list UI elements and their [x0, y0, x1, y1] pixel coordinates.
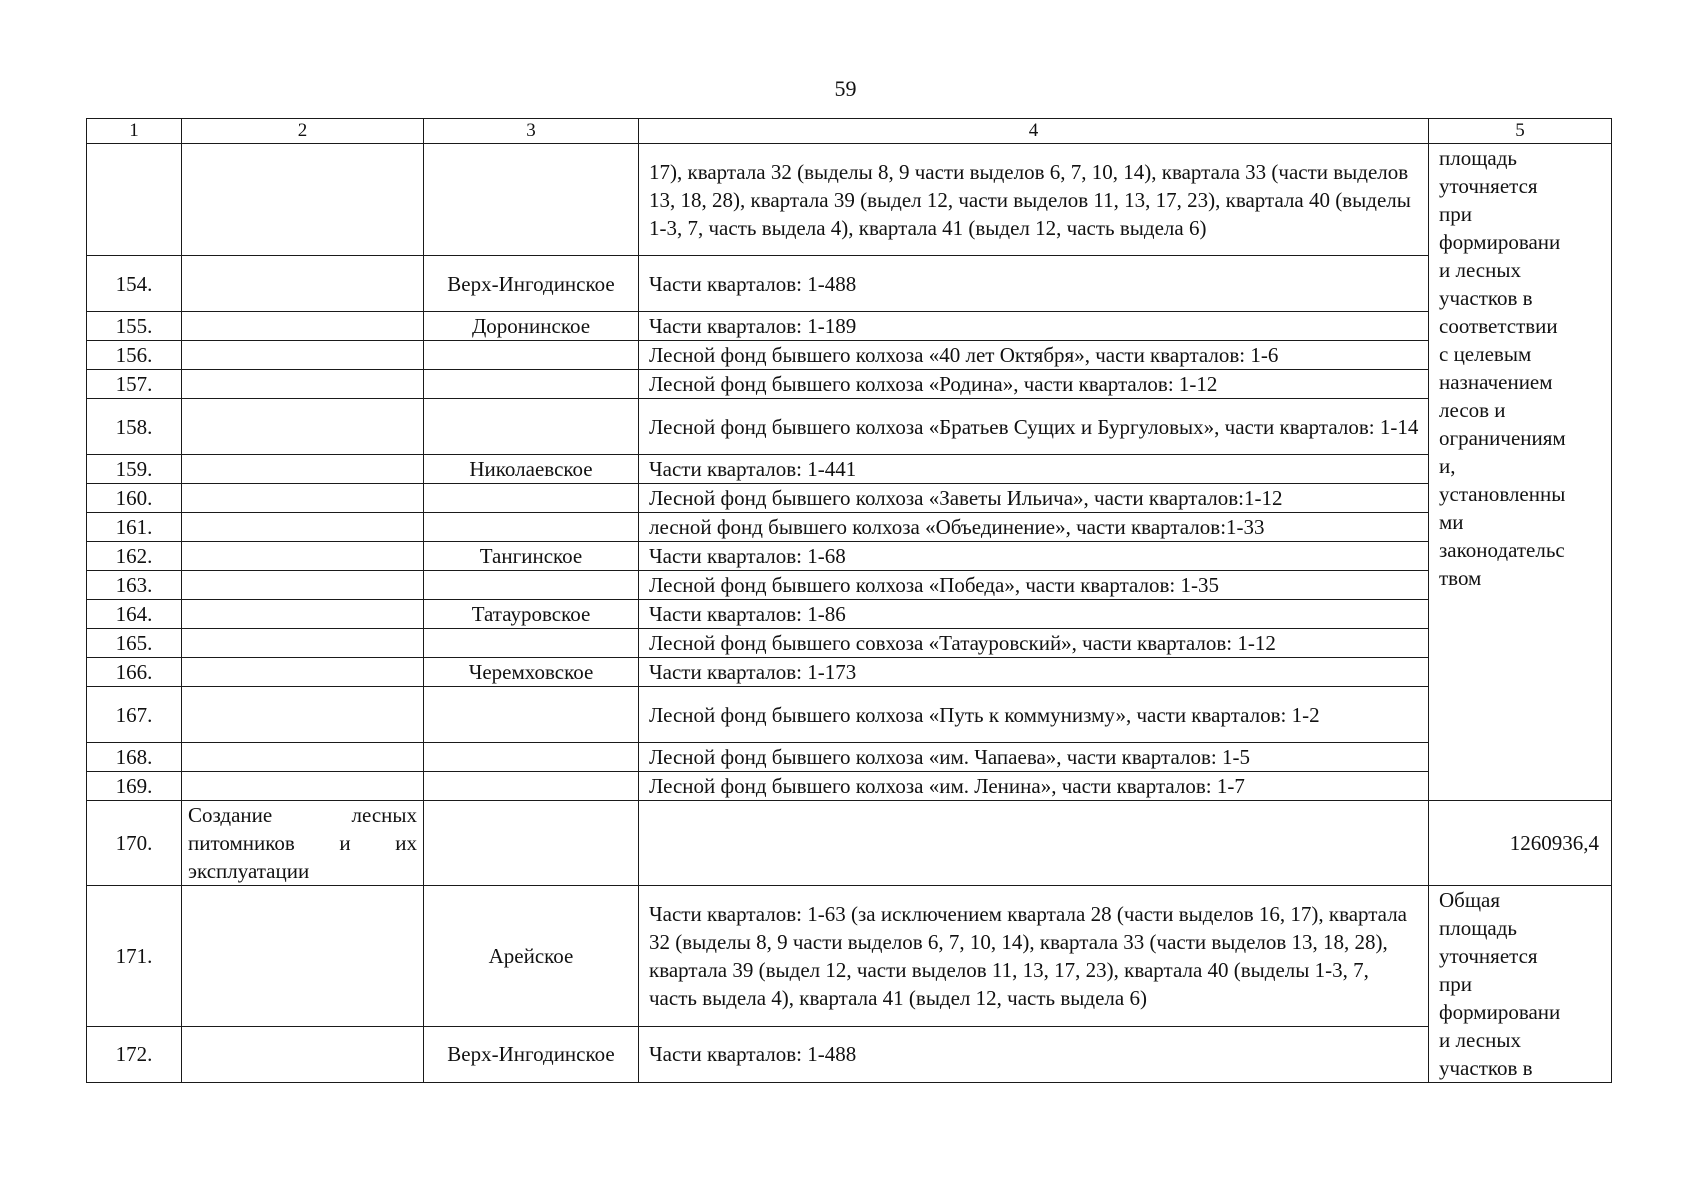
row-number-cell: 160. [87, 484, 182, 513]
activity-cell [182, 801, 424, 886]
forestry-cell: Верх-Ингодинское [424, 256, 639, 312]
row-number-cell [87, 144, 182, 256]
note-line: участков в [1439, 1056, 1533, 1080]
forestry-cell [424, 484, 639, 513]
note-line: участков в [1439, 286, 1533, 310]
activity-cell [182, 1026, 424, 1082]
note-line: соответствии [1439, 314, 1558, 338]
quarters-description-cell: Части кварталов: 1-488 [639, 256, 1429, 312]
forestry-cell: Тангинское [424, 542, 639, 571]
quarters-description-cell: Части кварталов: 1-68 [639, 542, 1429, 571]
activity-cell [182, 600, 424, 629]
table-row [87, 772, 1612, 801]
activity-cell [182, 629, 424, 658]
row-number-cell: 159. [87, 455, 182, 484]
activity-cell [182, 312, 424, 341]
note-line: ми [1439, 510, 1464, 534]
quarters-description-cell: Лесной фонд бывшего колхоза «им. Чапаева», части кварталов: 1-5 [639, 743, 1429, 772]
row-number-cell: 161. [87, 513, 182, 542]
activity-cell [182, 571, 424, 600]
row-number-cell: 163. [87, 571, 182, 600]
forestry-cell: Черемховское [424, 658, 639, 687]
row-number-cell: 166. [87, 658, 182, 687]
quarters-description-cell [639, 801, 1429, 886]
note-line: назначением [1439, 370, 1553, 394]
table-row [87, 341, 1612, 370]
activity-cell [182, 743, 424, 772]
table-row [87, 312, 1612, 341]
row-number-cell: 169. [87, 772, 182, 801]
quarters-description-cell: Лесной фонд бывшего колхоза «Заветы Ильича», части кварталов:1-12 [639, 484, 1429, 513]
note-line: твом [1439, 566, 1482, 590]
row-number-cell: 164. [87, 600, 182, 629]
row-number-cell: 157. [87, 370, 182, 399]
forestry-cell: Верх-Ингодинское [424, 1026, 639, 1082]
activity-line [188, 857, 417, 885]
activity-line [188, 829, 417, 857]
row-number-cell: 158. [87, 399, 182, 455]
row-number-cell: 170. [87, 801, 182, 886]
activity-cell [182, 484, 424, 513]
table-row [87, 801, 1612, 886]
page-number: 59 [834, 76, 857, 101]
area-note-cell [1429, 886, 1612, 1083]
note-line: при [1439, 972, 1472, 996]
quarters-description-cell: Лесной фонд бывшего колхоза «Родина», части кварталов: 1-12 [639, 370, 1429, 399]
total-area-cell: 1260936,4 [1429, 801, 1612, 886]
table-row [87, 484, 1612, 513]
table-row [87, 1026, 1612, 1082]
note-line: формировани [1439, 1000, 1561, 1024]
table-row [87, 513, 1612, 542]
activity-cell [182, 455, 424, 484]
activity-cell [182, 658, 424, 687]
forestry-cell [424, 571, 639, 600]
note-line: Общая [1439, 888, 1501, 912]
activity-line [188, 801, 417, 829]
forestry-cell [424, 370, 639, 399]
activity-cell [182, 370, 424, 399]
note-line: лесов и [1439, 398, 1506, 422]
forestry-cell: Арейское [424, 886, 639, 1027]
row-number-cell: 172. [87, 1026, 182, 1082]
table-row [87, 687, 1612, 743]
row-number-cell: 156. [87, 341, 182, 370]
quarters-description-cell: Лесной фонд бывшего колхоза «Путь к коммунизму», части кварталов: 1-2 [639, 687, 1429, 743]
forestry-cell [424, 341, 639, 370]
table-row [87, 399, 1612, 455]
note-line: ограничениям [1439, 426, 1566, 450]
quarters-description-cell: Лесной фонд бывшего колхоза «им. Ленина», части кварталов: 1-7 [639, 772, 1429, 801]
column-number: 3 [424, 119, 639, 144]
forestry-cell [424, 687, 639, 743]
note-line: и, [1439, 454, 1456, 478]
row-number-cell: 171. [87, 886, 182, 1027]
note-line: установленны [1439, 482, 1566, 506]
quarters-description-cell: Части кварталов: 1-63 (за исключением квартала 28 (части выделов 16, 17), квартала 32 (выделы 8, 9 части выделов 6, 7, 10, 14), квартала 33 (части выделов 13, 18, 28), квартала 39 (выдел 12, части выделов 11, 13, 17, 23), квартала 40 (выделы 1-3, 7, часть выдела 4), квартала 41 (выдел 12, часть выдела 6) [639, 886, 1429, 1027]
table-row [87, 542, 1612, 571]
quarters-description-cell: Части кварталов: 1-488 [639, 1026, 1429, 1082]
forest-plots-table [86, 118, 1612, 1083]
row-number-cell: 167. [87, 687, 182, 743]
activity-word: их [395, 831, 417, 855]
column-number: 5 [1429, 119, 1612, 144]
column-number-row [87, 119, 1612, 144]
activity-cell [182, 513, 424, 542]
table-row [87, 256, 1612, 312]
table-row [87, 370, 1612, 399]
activity-cell [182, 886, 424, 1027]
quarters-description-cell: Лесной фонд бывшего колхоза «40 лет Октября», части кварталов: 1-6 [639, 341, 1429, 370]
quarters-description-cell: 17), квартала 32 (выделы 8, 9 части выделов 6, 7, 10, 14), квартала 33 (части выделов 13, 18, 28), квартала 39 (выдел 12, части выделов 11, 13, 17, 23), квартала 40 (выделы 1-3, 7, часть выдела 4), квартала 41 (выдел 12, часть выдела 6) [639, 144, 1429, 256]
forestry-cell [424, 399, 639, 455]
forestry-cell [424, 801, 639, 886]
quarters-description-cell: Лесной фонд бывшего колхоза «Братьев Сущих и Бургуловых», части кварталов: 1-14 [639, 399, 1429, 455]
activity-word: лесных [351, 803, 417, 827]
activity-cell [182, 341, 424, 370]
note-line: уточняется [1439, 944, 1538, 968]
forestry-cell [424, 629, 639, 658]
area-note-cell [1429, 144, 1612, 801]
activity-word: питомников [188, 831, 295, 855]
row-number-cell: 155. [87, 312, 182, 341]
activity-cell [182, 772, 424, 801]
activity-cell [182, 687, 424, 743]
table-row [87, 600, 1612, 629]
quarters-description-cell: Части кварталов: 1-189 [639, 312, 1429, 341]
row-number-cell: 165. [87, 629, 182, 658]
activity-word: и [339, 831, 351, 855]
row-number-cell: 168. [87, 743, 182, 772]
quarters-description-cell: Лесной фонд бывшего колхоза «Победа», части кварталов: 1-35 [639, 571, 1429, 600]
activity-word: эксплуатации [188, 859, 310, 883]
forestry-cell [424, 513, 639, 542]
note-line: и лесных [1439, 1028, 1521, 1052]
table-row [87, 571, 1612, 600]
column-number: 1 [87, 119, 182, 144]
table-row [87, 743, 1612, 772]
quarters-description-cell: лесной фонд бывшего колхоза «Объединение», части кварталов:1-33 [639, 513, 1429, 542]
column-number: 4 [639, 119, 1429, 144]
forestry-cell [424, 743, 639, 772]
quarters-description-cell: Части кварталов: 1-173 [639, 658, 1429, 687]
activity-cell [182, 144, 424, 256]
note-line: уточняется [1439, 174, 1538, 198]
note-line: законодательс [1439, 538, 1565, 562]
forestry-cell [424, 772, 639, 801]
forestry-cell [424, 144, 639, 256]
forestry-cell: Доронинское [424, 312, 639, 341]
quarters-description-cell: Части кварталов: 1-86 [639, 600, 1429, 629]
activity-word: Создание [188, 803, 273, 827]
note-line: площадь [1439, 146, 1517, 170]
note-line: формировани [1439, 230, 1561, 254]
table-row [87, 886, 1612, 1027]
column-number: 2 [182, 119, 424, 144]
note-line: и лесных [1439, 258, 1521, 282]
note-line: с целевым [1439, 342, 1532, 366]
table-row [87, 658, 1612, 687]
note-line: площадь [1439, 916, 1517, 940]
row-number-cell: 162. [87, 542, 182, 571]
activity-cell [182, 256, 424, 312]
quarters-description-cell: Лесной фонд бывшего совхоза «Татауровский», части кварталов: 1-12 [639, 629, 1429, 658]
note-line: при [1439, 202, 1472, 226]
row-number-cell: 154. [87, 256, 182, 312]
activity-cell [182, 542, 424, 571]
table-row [87, 629, 1612, 658]
activity-cell [182, 399, 424, 455]
quarters-description-cell: Части кварталов: 1-441 [639, 455, 1429, 484]
table-row [87, 144, 1612, 256]
table-row [87, 455, 1612, 484]
forestry-cell: Татауровское [424, 600, 639, 629]
forestry-cell: Николаевское [424, 455, 639, 484]
